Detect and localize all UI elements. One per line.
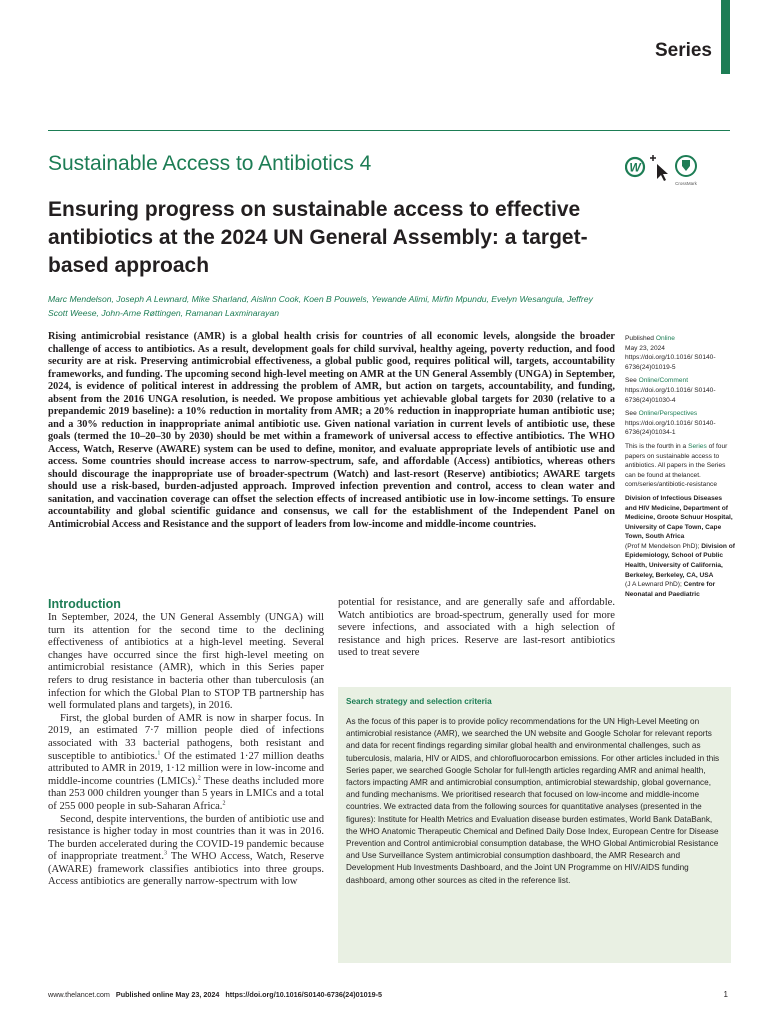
- footer: [48, 990, 382, 999]
- footer-doi-link[interactable]: https://doi.org/10.1016/S0140-6736(24)01019-5: [225, 990, 382, 999]
- body-column-right: [338, 597, 615, 660]
- affiliation: Centre for Neonatal and Paediatric: [625, 581, 716, 598]
- affiliations: [625, 494, 735, 600]
- perspectives-doi-link[interactable]: https://doi.org/10.1016/ S0140-6736(24)01034-1: [625, 419, 716, 437]
- series-link[interactable]: Series: [688, 442, 707, 450]
- margin-notes: [625, 334, 735, 603]
- perspectives-link[interactable]: Online/Perspectives: [638, 410, 698, 418]
- series-label: Series: [654, 40, 712, 61]
- series-note-text: This is the fourth in a: [625, 442, 687, 450]
- svg-text:W: W: [629, 160, 641, 175]
- article-icons: [625, 153, 705, 189]
- author-list[interactable]: Marc Mendelson, Joseph A Lewnard, Mike Sharland, Aislinn Cook, Koen B Pouwels, Yewande Alimi, Mirfin Mpundu, Evelyn Wesangula, Jeffrey Scott Weese, John-Arne Røttingen, Ramanan Laxminarayan: [48, 294, 593, 318]
- series-note: [625, 442, 735, 490]
- reference-marker[interactable]: 1: [157, 750, 161, 756]
- panel-body: As the focus of this paper is to provide policy recommendations for the UN High-Level Meeting on antimicrobial resistance (AMR), we searched the UN website and Google Scholar for relevant reports and data for recent findings regarding similar global health and environmental challenges, such as tuberculosis, malaria, HIV or AIDS, and chlorofluorocarbon emissions. For other articles included in this Series paper, we searched Google Scholar for full-length articles regarding AMR and animal health, factors impacting AMR and antimicrobial consumption, antimicrobial stewardship, global governance, and funding mechanisms. We prioritised research that focused on low-income and middle-income countries. We extracted data from the following sources for quantitative analyses (presented in the figures): Institute for Health Metrics and Evaluation disease burden estimates, World Bank DataBank, the WHO Anatomic Therapeutic Chemical and Defined Daily Dose Index, European Centre for Disease Prevention and Control antimicrobial consumption database, the WHO Global Antimicrobial Resistance and Use Surveillance System antimicrobial consumption dashboard, the AMR Research and Development Hub Investments Dashboard, and the Joint UN Programme on HIV/AIDS funding dashboard, among other sources as cited in the reference list.: [346, 717, 720, 885]
- body-column-left: [48, 597, 324, 889]
- perspectives-note: [625, 409, 735, 438]
- see-label: See: [625, 377, 637, 385]
- doi-link[interactable]: https://doi.org/10.1016/ S0140-6736(24)01019-5: [625, 354, 716, 371]
- comment-doi-link[interactable]: https://doi.org/10.1016/ S0140-6736(24)01030-4: [625, 386, 716, 404]
- paragraph: Second, despite interventions, the burden of antibiotic use and resistance is higher today in most countries than it was in 2016. The burden accelerated during the COVID-19 pandemic because of inappropriate treatment.$^3$ The WHO Access, Watch, Reserve (AWARE) framework classifies antibiotics into three groups. Access antibiotics are generally narrow-spectrum with low: [48, 813, 324, 888]
- open-access-icon[interactable]: [626, 158, 644, 176]
- abstract: Rising antimicrobial resistance (AMR) is a global health crisis for countries of all economic levels, alongside the broader challenge of access to antibiotics. As a result, development goals for child survival, healthy ageing, poverty reduction, and food security are at risk. Preserving antimicrobial effectiveness, a global public good, requires political will, targets, accountability frameworks, and funding. The upcoming second high-level meeting on AMR at the UN General Assembly (UNGA) in September, 2024, is evidence of political interest in addressing the problem of AMR, but action on targets, accountability, and funding, absent from the 2016 UNGA resolution, is needed. We propose ambitious yet achievable global targets for 2030 (relative to a prepandemic 2019 baseline): a 10% reduction in mortality from AMR; a 20% reduction in inappropriate human antibiotic use; and a 30% reduction in inappropriate animal antibiotic use. Given national variation in current levels of antibiotic use, these goals (termed the 10–20–30 by 2030) should be met within a framework of universal access to effective antibiotics. The WHO Access, Watch, Reserve (AWARE) system can be used to define, monitor, and evaluate appropriate levels of antibiotic use and access. Some countries should increase access to narrow-spectrum, safe, and affordable (Access) antibiotics, whereas others should discourage the inappropriate use of broader-spectrum (Watch) and last-resort (Reserve) antibiotics; AWARE targets should use a risk-based, burden-adjusted approach. Improved infection prevention and control, access to clean water and sanitation, and vaccination coverage can offset the selection effects of increased antibiotic use in low-income settings. To ensure accountability and global scientific guidance and consensus, we call for the establishment of the Independent Panel on Antimicrobial Access and Resistance and the support of leaders from low-income and middle-income countries.: [48, 331, 615, 530]
- affiliation-person: (Prof M Mendelson PhD);: [625, 542, 700, 550]
- comment-link[interactable]: Online/Comment: [638, 377, 689, 385]
- crossmark-icon[interactable]: [675, 156, 698, 186]
- section-heading: Introduction: [48, 597, 121, 611]
- footer-published: Published online May 23, 2024: [115, 990, 220, 999]
- comment-note: [625, 376, 735, 405]
- series-title: Sustainable Access to Antibiotics 4: [48, 152, 372, 175]
- search-strategy-panel: [338, 687, 731, 963]
- series-note-text: of four papers on sustainable access to antibiotics. All papers in the Series can be found at thelancet. com/series/antibiotic-resistance: [625, 442, 728, 489]
- paragraph: In September, 2024, the UN General Assembly (UNGA) will turn its attention for the second time to the declining effectiveness of antibiotics at a high-level meeting. Several changes have occurred since the first high-level meeting on antimicrobial resistance (AMR), which in this Series paper refers to drug resistance in bacteria other than tuberculosis (an infection for which the Global Plan to STOP TB partnership has well formulated plans and targets), in 2016.: [48, 612, 324, 712]
- published-online-link[interactable]: Online: [655, 335, 675, 342]
- publication-note: [625, 334, 735, 372]
- reference-marker[interactable]: 3: [164, 850, 168, 857]
- affiliation: Division of Epidemiology, School of Public Health, University of California, Berkeley, Berkeley, CA, USA: [625, 542, 735, 579]
- reference-marker[interactable]: 2: [222, 800, 226, 807]
- affiliation-person: (J A Lewnard PhD);: [625, 581, 682, 589]
- footer-site-link[interactable]: www.thelancet.com: [48, 990, 110, 999]
- published-date: May 23, 2024: [625, 344, 665, 352]
- crossmark-label: CrossMark: [675, 181, 697, 186]
- panel-title: Search strategy and selection criteria: [346, 697, 492, 706]
- page-number: 1: [723, 990, 728, 999]
- published-label: Published: [625, 335, 654, 342]
- reference-marker[interactable]: 2: [197, 775, 201, 782]
- header-rule: [48, 130, 730, 131]
- paragraph: First, the global burden of AMR is now in sharper focus. In 2019, an estimated 7·7 million people died of infections associated with 33 bacterial pathogens, both resistant and susceptible to antibiotics.$^1$ Of the estimated 1·27 million deaths attributed to AMR in 2019, 1·12 million were in low-income and middle-income countries (LMICs).$^2$ These deaths included more than 253 000 children younger than 5 years in LMICs and a total of 255 000 people in sub-Saharan Africa.$^2$: [48, 712, 324, 812]
- see-label: See: [625, 410, 637, 418]
- paragraph: potential for resistance, and are generally safe and affordable. Watch antibiotics are broad-spectrum, generally used for more severe infections, and associated with a high selection of resistance and high prices. Reserve are last-resort antibiotics used to treat severe: [338, 597, 615, 659]
- article-title: Ensuring progress on sustainable access to effective antibiotics at the 2024 UN General Assembly: a target-based approach: [48, 198, 588, 277]
- cursor-icon: [650, 155, 668, 181]
- series-accent-bar: [721, 0, 730, 74]
- affiliation: Division of Infectious Diseases and HIV Medicine, Department of Medicine, Groote Schuur Hospital, University of Cape Town, Cape Town, South Africa: [625, 494, 733, 541]
